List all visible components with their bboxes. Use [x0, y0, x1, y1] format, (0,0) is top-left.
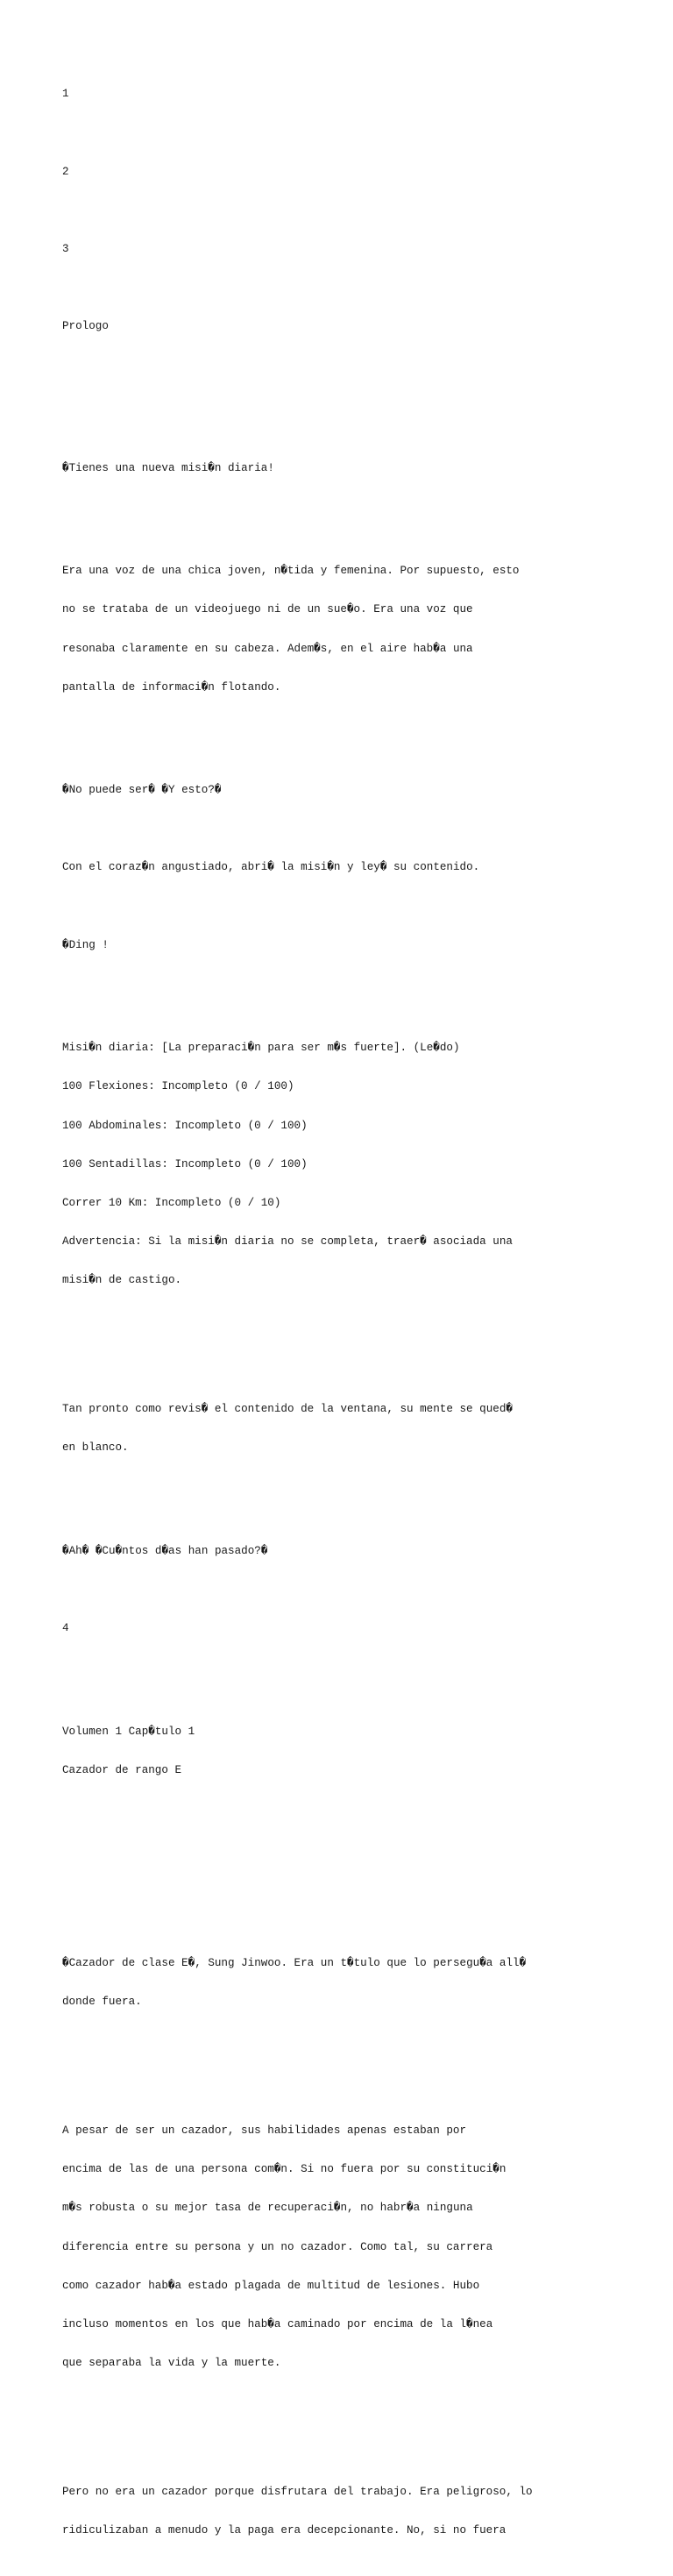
text-line: pantalla de informaci�n flotando. [62, 680, 281, 694]
paragraph [62, 1932, 641, 2035]
text-line: Correr 10 Km: Incompleto (0 / 10) [62, 1196, 281, 1209]
paragraph [62, 2460, 641, 2564]
text-line: 100 Sentadillas: Incompleto (0 / 100) [62, 1157, 308, 1171]
paragraph: �No puede ser� �Y esto?� [62, 784, 222, 797]
text-line: donde fuera. [62, 1996, 142, 2009]
text-line: A pesar de ser un cazador, sus habilidades apenas estaban por [62, 2124, 467, 2138]
text-line: �Cazador de clase E�, Sung Jinwoo. Era un t�tulo que lo persegu�a all� [62, 1957, 527, 1970]
text-line: que separaba la vida y la muerte. [62, 2356, 281, 2369]
text-line: Advertencia: Si la misi�n diaria no se completa, traer� asociada una [62, 1235, 513, 1248]
chapter-heading [62, 1699, 641, 1803]
text-line: m�s robusta o su mejor tasa de recuperaci�n, no habr�a ninguna [62, 2202, 473, 2215]
text-line: en blanco. [62, 1441, 129, 1455]
text-line: como cazador hab�a estado plagada de multitud de lesiones. Hubo [62, 2279, 480, 2292]
text-line: Tan pronto como revis� el contenido de la ventana, su mente se qued� [62, 1402, 513, 1415]
text-line: diferencia entre su persona y un no cazador. Como tal, su carrera [62, 2240, 493, 2253]
text-line: Misi�n diaria: [La preparaci�n para ser m�s fuerte]. (Le�do) [62, 1042, 460, 1055]
page-number: 2 [62, 165, 69, 178]
paragraph [62, 2099, 641, 2395]
paragraph: �Ah� �Cu�ntos d�as han pasado?� [62, 1544, 268, 1557]
text-line: encima de las de una persona com�n. Si no fuera por su constituci�n [62, 2163, 507, 2176]
paragraph: �Tienes una nueva misi�n diaria! [62, 461, 274, 474]
text-line: resonaba claramente en su cabeza. Adem�s, en el aire hab�a una [62, 642, 473, 655]
text-line: no se trataba de un videojuego ni de un sue�o. Era una voz que [62, 603, 473, 616]
text-line: Era una voz de una chica joven, n�tida y femenina. Por supuesto, esto [62, 565, 520, 578]
text-line: misi�n de castigo. [62, 1273, 182, 1286]
text-line: 100 Abdominales: Incompleto (0 / 100) [62, 1119, 308, 1132]
text-line: ridiculizaban a menudo y la paga era decepcionante. No, si no fuera [62, 2524, 507, 2537]
page-number: 1 [62, 88, 69, 101]
page-number: 3 [62, 242, 69, 255]
text-line: 100 Flexiones: Incompleto (0 / 100) [62, 1080, 294, 1093]
page-number: 4 [62, 1621, 69, 1634]
paragraph [62, 1377, 641, 1481]
chapter-title: Volumen 1 Cap�tulo 1 [62, 1725, 195, 1738]
text-line: Pero no era un cazador porque disfrutara del trabajo. Era peligroso, lo [62, 2485, 533, 2498]
paragraph: Con el coraz�n angustiado, abri� la misi�n y ley� su contenido. [62, 861, 480, 874]
mission-block [62, 1016, 641, 1313]
prologue-title: Prologo [62, 320, 109, 333]
paragraph: �Ding ! [62, 938, 109, 951]
paragraph [62, 539, 641, 720]
text-line: incluso momentos en los que hab�a caminado por encima de la l�nea [62, 2317, 493, 2330]
chapter-subtitle: Cazador de rango E [62, 1763, 182, 1776]
document-page [62, 62, 641, 2576]
